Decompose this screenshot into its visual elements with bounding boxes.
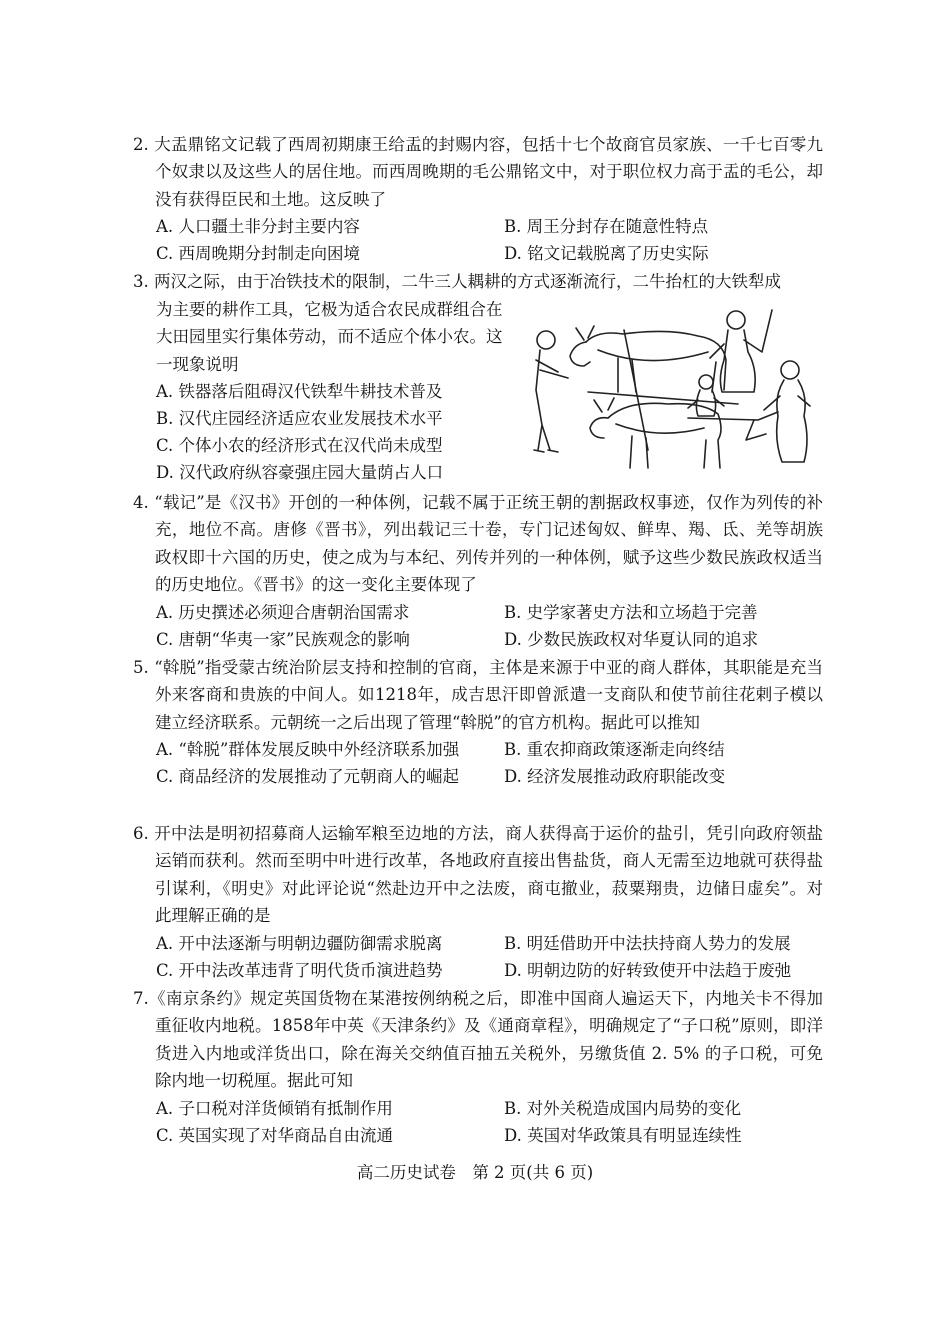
question-7-option-b[interactable]: B. 对外关税造成国内局势的变化 — [504, 1098, 742, 1118]
question-7-options-row1 — [133, 1095, 823, 1122]
question-4-option-a[interactable]: A. 历史撰述必须迎合唐朝治国需求 — [156, 602, 410, 622]
question-3-stem-line1: 3. 两汉之际，由于冶铁技术的限制，二牛三人耦耕的方式逐渐流行，二牛抬杠的大铁犁成 — [133, 272, 781, 291]
question-5-options-row1 — [133, 736, 823, 763]
question-5 — [133, 654, 823, 790]
question-7-option-c[interactable]: C. 英国实现了对华商品自由流通 — [156, 1125, 394, 1145]
question-5-option-a[interactable]: A. “斡脱”群体发展反映中外经济联系加强 — [156, 740, 460, 760]
question-6-option-b[interactable]: B. 明廷借助开中法扶持商人势力的发展 — [504, 933, 791, 953]
question-4-option-c[interactable]: C. 唐朝“华夷一家”民族观念的影响 — [156, 629, 410, 649]
question-2-stem: 2. 大盂鼎铭文记载了西周初期康王给盂的封赐内容，包括十七个故商官员家族、一千七百零九个奴隶以及这些人的居住地。而西周晚期的毛公鼎铭文中，对于职位权力高于盂的毛公，却没有获得臣民和土地。这反映了 — [133, 135, 823, 209]
question-5-option-c[interactable]: C. 商品经济的发展推动了元朝商人的崛起 — [156, 767, 460, 787]
question-5-option-d[interactable]: D. 经济发展推动政府职能改变 — [504, 767, 726, 787]
question-2 — [133, 131, 823, 267]
question-4-option-b[interactable]: B. 史学家著史方法和立场趋于完善 — [504, 602, 758, 622]
question-6-options-row1 — [133, 930, 823, 957]
question-6-options-row2 — [133, 957, 823, 984]
question-4-option-d[interactable]: D. 少数民族政权对华夏认同的追求 — [504, 629, 759, 649]
question-5-option-b[interactable]: B. 重农抑商政策逐渐走向终结 — [504, 740, 725, 760]
question-2-option-a[interactable]: A. 人口疆土非分封主要内容 — [156, 217, 360, 237]
question-4-options-row1 — [133, 599, 823, 626]
question-4 — [133, 489, 823, 653]
question-3-option-b[interactable]: B. 汉代庄园经济适应农业发展技术水平 — [156, 409, 443, 428]
question-7-options-row2 — [133, 1122, 823, 1149]
question-3-option-d[interactable]: D. 汉代政府纵容豪强庄园大量荫占人口 — [156, 463, 444, 482]
page-footer: 高二历史试卷 第 2 页(共 6 页) — [356, 1163, 594, 1182]
question-3-stem-rest: 为主要的耕作工具，它极为适合农民成群组合在大田园里实行集体劳动，而不适应个体小农。这一现象说明 — [156, 300, 503, 374]
question-7-option-a[interactable]: A. 子口税对洋货倾销有抵制作用 — [156, 1098, 393, 1118]
question-7-option-d[interactable]: D. 英国对华政策具有明显连续性 — [504, 1125, 742, 1145]
question-5-stem: 5. “斡脱”指受蒙古统治阶层支持和控制的官商，主体是来源于中亚的商人群体，其职能是充当外来客商和贵族的中间人。如1218年，成吉思汗即曾派遣一支商队和使节前往花剌子模以建立经济联系。元朝统一之后出现了管理“斡脱”的官方机构。据此可以推知 — [133, 658, 823, 732]
question-6-option-d[interactable]: D. 明朝边防的好转致使开中法趋于废弛 — [504, 960, 792, 980]
question-2-option-c[interactable]: C. 西周晚期分封制走向困境 — [156, 244, 361, 264]
question-4-stem: 4. “载记”是《汉书》开创的一种体例，记载不属于正统王朝的割据政权事迹，仅作为列传的补充，地位不高。唐修《晋书》，列出载记三十卷，专门记述匈奴、鲜卑、羯、氐、羌等胡族政权即十六国的历史，使之成为与本纪、列传并列的一种体例，赋予这些少数民族政权适当的历史地位。《晋书》的这一变化主要体现了 — [133, 493, 823, 595]
question-7 — [133, 985, 823, 1149]
question-6 — [133, 820, 823, 984]
question-6-option-a[interactable]: A. 开中法逐渐与明朝边疆防御需求脱离 — [156, 933, 443, 953]
question-2-options-row2 — [133, 240, 823, 267]
ox-plough-illustration — [528, 300, 813, 475]
question-3-option-c[interactable]: C. 个体小农的经济形式在汉代尚未成型 — [156, 436, 443, 455]
question-6-stem: 6. 开中法是明初招募商人运输军粮至边地的方法，商人获得高于运价的盐引，凭引向政府领盐运销而获利。然而至明中叶进行改革，各地政府直接出售盐货，商人无需至边地就可获得盐引谋利，《明史》对此评论说“然赴边开中之法废，商屯撤业，菽粟翔贵，边储日虚矣”。对此理解正确的是 — [133, 824, 823, 926]
question-2-option-b[interactable]: B. 周王分封存在随意性特点 — [504, 217, 709, 237]
question-5-options-row2 — [133, 763, 823, 790]
question-3-option-a[interactable]: A. 铁器落后阻碍汉代铁犁牛耕技术普及 — [156, 382, 443, 401]
question-4-options-row2 — [133, 626, 823, 653]
question-7-stem: 7.《南京条约》规定英国货物在某港按例纳税之后，即准中国商人遍运天下，内地关卡不得加重征收内地税。1858年中英《天津条约》及《通商章程》，明确规定了“子口税”原则，即洋货进入内地或洋货出口，除在海关交纳值百抽五关税外，另缴货值 2. 5% 的子口税，可免除内地一切税厘。据此可知 — [133, 989, 823, 1091]
question-2-option-d[interactable]: D. 铭文记载脱离了历史实际 — [504, 244, 709, 264]
question-2-options-row1 — [133, 213, 823, 240]
question-6-option-c[interactable]: C. 开中法改革违背了明代货币演进趋势 — [156, 960, 443, 980]
